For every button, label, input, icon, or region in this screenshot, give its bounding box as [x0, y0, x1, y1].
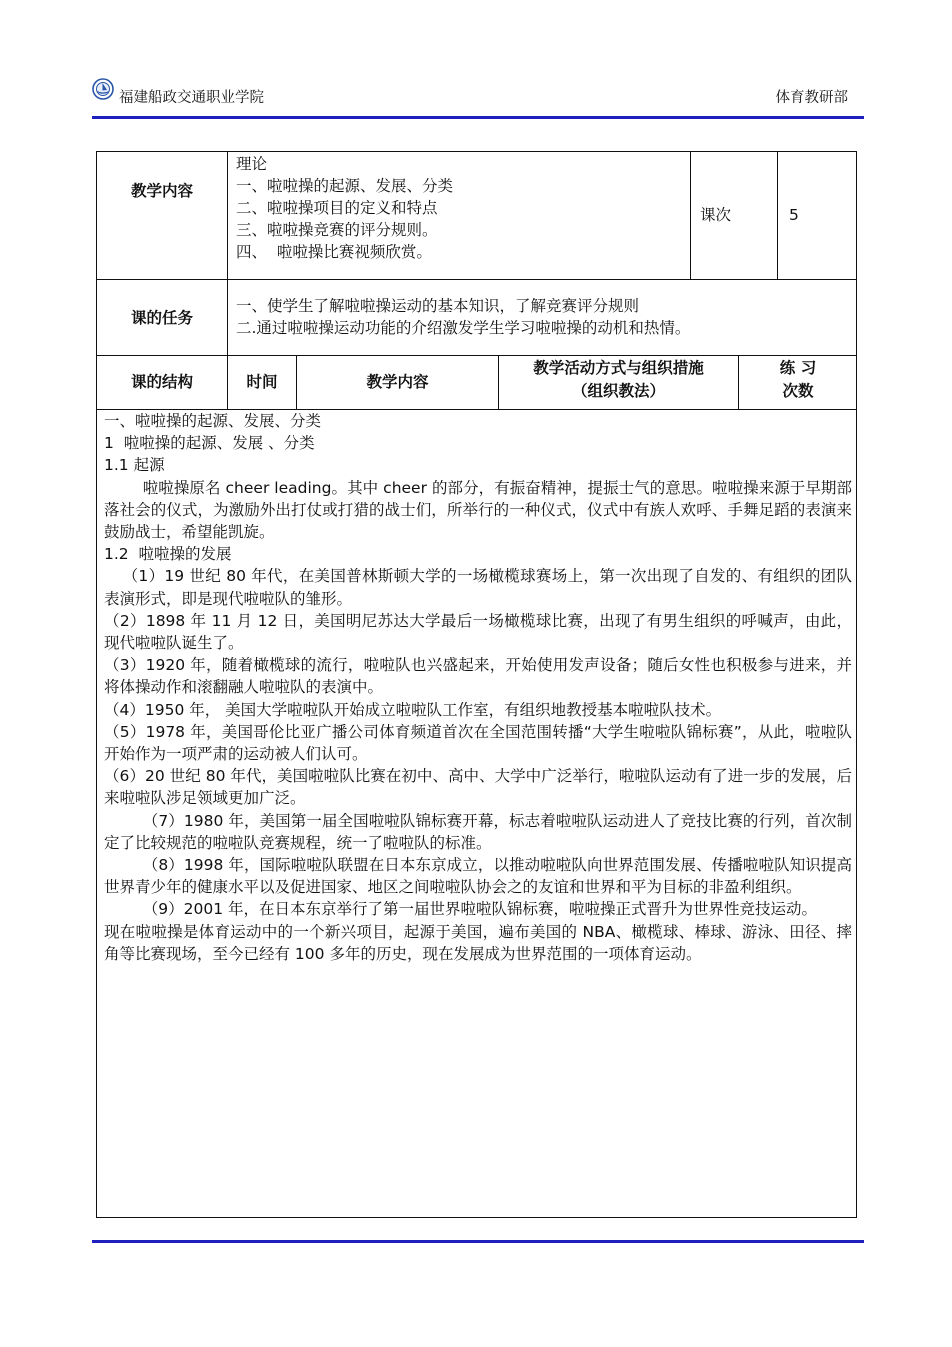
practice-header-line: 练 习: [779, 359, 817, 377]
ship-emblem-icon: [92, 78, 114, 100]
practice-header-line: 次数: [782, 382, 814, 400]
content-label: 教学内容: [130, 182, 193, 200]
paragraph: （8）1998 年，国际啦啦队联盟在日本东京成立，以推动啦啦队向世界范围发展、传播啦啦队知识提高世界青少年的健康水平以及促进国家、地区之间啦啦队协会之的友谊和世界和平为目标的非盈利组织。: [104, 856, 852, 897]
section-heading: 一、啦啦操的起源、发展、分类: [104, 412, 322, 430]
paragraph: （6）20 世纪 80 年代，美国啦啦队比赛在初中、高中、大学中广泛举行，啦啦队运动有了进一步的发展，后来啦啦队涉足领域更加广泛。: [104, 767, 852, 808]
content-line: 三、啦啦操竞赛的评分规则。: [236, 221, 438, 239]
paragraph: 现在啦啦操是体育运动中的一个新兴项目，起源于美国，遍布美国的 NBA、橄榄球、棒球、游泳、田径、摔角等比赛现场，至今已经有 100 多年的历史，现在发展成为世界范围的一项体育运动。: [104, 922, 852, 963]
subsection-heading: 1 啦啦操的起源、发展 、分类: [104, 434, 315, 453]
school-name: 福建船政交通职业学院: [119, 90, 264, 106]
paragraph: （7）1980 年，美国第一届全国啦啦队锦标赛开幕，标志着啦啦队运动进人了竞技比赛的行列，首次制定了比较规范的啦啦队竞赛规程，统一了啦啦队的标准。: [104, 811, 852, 852]
practice-header: [739, 357, 857, 403]
method-header-line: （组织教法）: [571, 382, 665, 400]
task-lines: [236, 295, 851, 339]
paragraph: 啦啦操原名 cheer leading。其中 cheer 的部分，有振奋精神，提振士气的意思。啦啦操来源于早期部落社会的仪式，为激励外出打仗或打猎的战士们，所举行的一种仪式，仪式中有族人欢呼、手舞足蹈的表演来鼓励战士，希望能凯旋。: [104, 478, 852, 542]
method-header: [499, 357, 738, 403]
paragraph: （3）1920 年，随着橄榄球的流行，啦啦队也兴盛起来，开始使用发声设备；随后女性也积极参与进来，并将体操动作和滚翻融人啦啦队的表演中。: [104, 656, 852, 697]
header-rule: [92, 116, 864, 119]
time-header: 时间: [246, 373, 278, 391]
row-divider: [96, 355, 857, 356]
teaching-content-header: 教学内容: [366, 373, 429, 391]
row-divider: [96, 279, 857, 280]
content-line: 理论: [236, 155, 268, 173]
lesson-label: 课次: [700, 206, 732, 224]
paragraph: （1）19 世纪 80 年代，在美国普林斯顿大学的一场橄榄球赛场上，第一次出现了自发的、有组织的团队表演形式，即是现代啦啦队的雏形。: [104, 567, 852, 608]
paragraph: （9）2001 年，在日本东京举行了第一届世界啦啦队锦标赛，啦啦操正式晋升为世界性竞技运动。: [142, 900, 817, 919]
lesson-body: [104, 410, 852, 965]
paragraph: （2）1898 年 11 月 12 日，美国明尼苏达大学最后一场橄榄球比赛，出现了有男生组织的呼喊声，由此，现代啦啦队诞生了。: [104, 611, 852, 653]
page-header: [92, 72, 864, 116]
subsection-heading: 1.1 起源: [104, 456, 165, 475]
structure-header: 课的结构: [130, 373, 193, 391]
content-lines: [236, 153, 686, 263]
paragraph: （4）1950 年， 美国大学啦啦队开始成立啦啦队工作室，有组织地教授基本啦啦队技术。: [104, 700, 722, 719]
subsection-heading: 1.2 啦啦操的发展: [104, 545, 232, 564]
col-divider: [777, 151, 778, 279]
task-label: 课的任务: [130, 309, 193, 327]
content-line: 一、啦啦操的起源、发展、分类: [236, 177, 454, 195]
task-line: 二.通过啦啦操运动功能的介绍激发学生学习啦啦操的动机和热情。: [236, 319, 691, 337]
method-header-line: 教学活动方式与组织措施: [533, 359, 704, 377]
content-line: 二、啦啦操项目的定义和特点: [236, 199, 438, 217]
paragraph: （5）1978 年，美国哥伦比亚广播公司体育频道首次在全国范围转播“大学生啦啦队锦标赛”，从此，啦啦队开始作为一项严肃的运动被人们认可。: [104, 722, 852, 764]
lesson-value: 5: [789, 206, 799, 224]
footer-rule: [92, 1240, 864, 1243]
content-line: 四、 啦啦操比赛视频欣赏。: [236, 243, 432, 261]
task-line: 一、使学生了解啦啦操运动的基本知识，了解竞赛评分规则: [236, 297, 640, 315]
col-divider: [690, 151, 691, 279]
department-name: 体育教研部: [775, 90, 848, 106]
